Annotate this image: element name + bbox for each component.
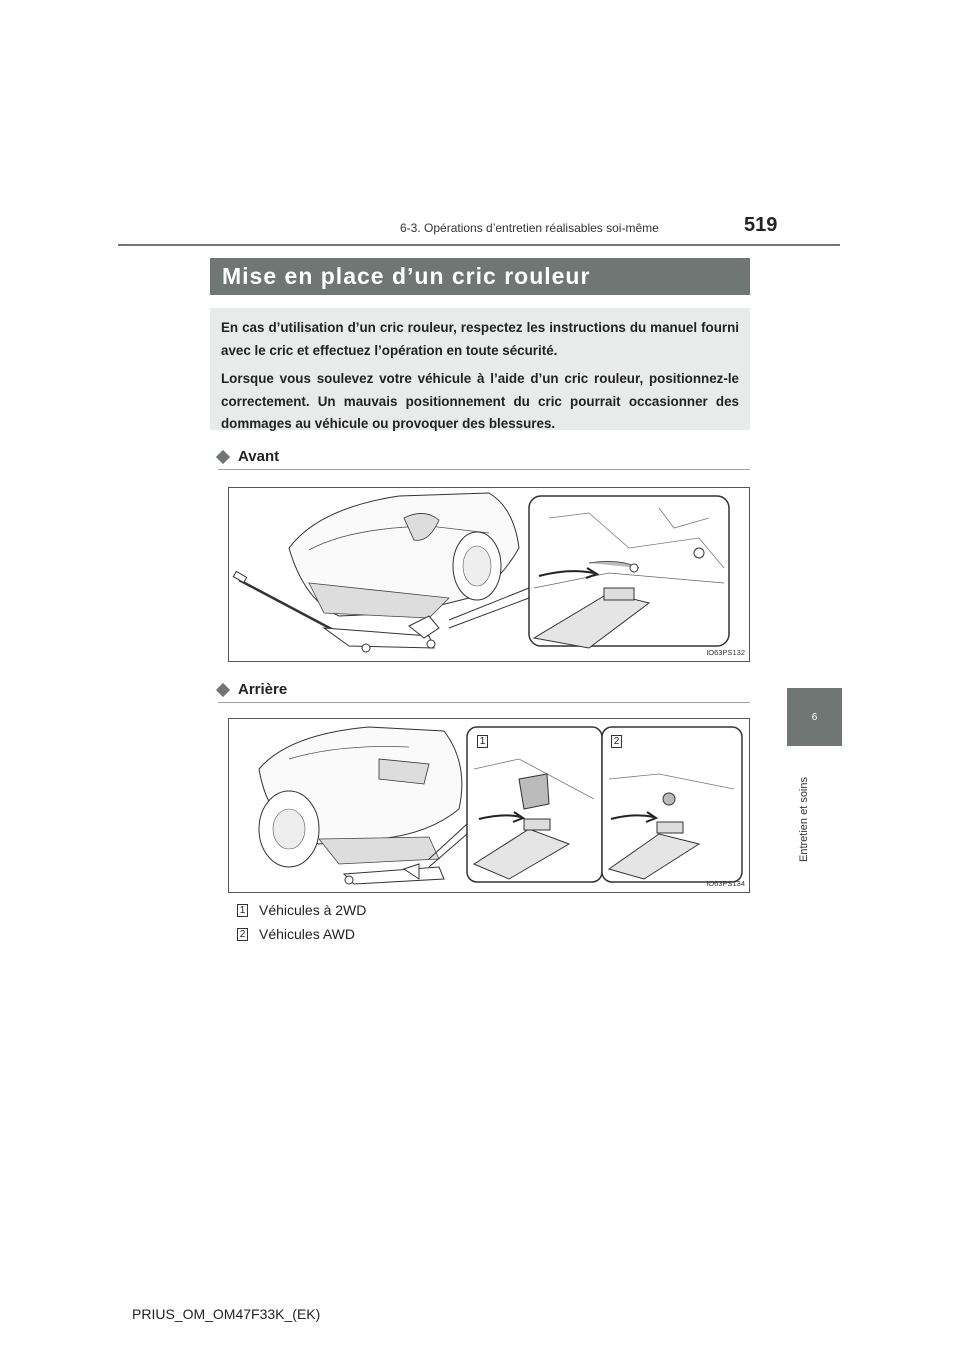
diamond-bullet-icon — [216, 449, 230, 463]
front-jack-illustration — [229, 488, 749, 661]
front-heading-text: Avant — [238, 448, 280, 465]
front-figure-code: IO63PS132 — [706, 648, 745, 657]
front-jack-figure — [228, 487, 750, 662]
rear-figure-code: IO63PS134 — [706, 879, 745, 888]
rear-jack-illustration — [229, 719, 749, 892]
section-heading: 6-3. Opérations d’entretien réalisables soi-même — [400, 221, 659, 235]
page-title — [210, 258, 750, 295]
page-number: 519 — [744, 214, 778, 236]
chapter-number: 6 — [811, 711, 818, 723]
rear-heading-text: Arrière — [238, 681, 288, 698]
rear-jack-figure — [228, 718, 750, 893]
legend-number: 1 — [237, 904, 248, 917]
intro-box — [210, 308, 750, 430]
footer-code: PRIUS_OM_OM47F33K_(EK) — [132, 1306, 321, 1322]
rear-heading-rule — [218, 702, 750, 703]
callout-1: 1 — [477, 735, 488, 748]
front-heading-rule — [218, 469, 750, 470]
rear-heading — [218, 681, 287, 698]
intro-paragraph-2: Lorsque vous soulevez votre véhicule à l’aide d’un cric rouleur, positionnez-le correctement. Un mauvais positionnement du cric pourrait occasionner des dommages au véhicule ou provoquer des blessures. — [221, 371, 739, 431]
legend-text: Véhicules AWD — [259, 926, 355, 942]
legend-text: Véhicules à 2WD — [259, 902, 367, 918]
callout-2: 2 — [611, 735, 622, 748]
chapter-label-text: Entretien et soins — [798, 777, 810, 862]
header-divider — [118, 244, 840, 246]
legend-number: 2 — [237, 928, 248, 941]
diamond-bullet-icon — [216, 682, 230, 696]
legend-item — [237, 926, 355, 942]
chapter-label — [796, 762, 814, 882]
chapter-tab — [787, 688, 842, 746]
legend-item — [237, 902, 366, 918]
intro-paragraph-1: En cas d’utilisation d’un cric rouleur, respectez les instructions du manuel fourni avec le cric et effectuez l’opération en toute sécurité. — [221, 320, 739, 358]
page-title-text: Mise en place d’un cric rouleur — [222, 263, 591, 289]
front-heading — [218, 448, 279, 465]
